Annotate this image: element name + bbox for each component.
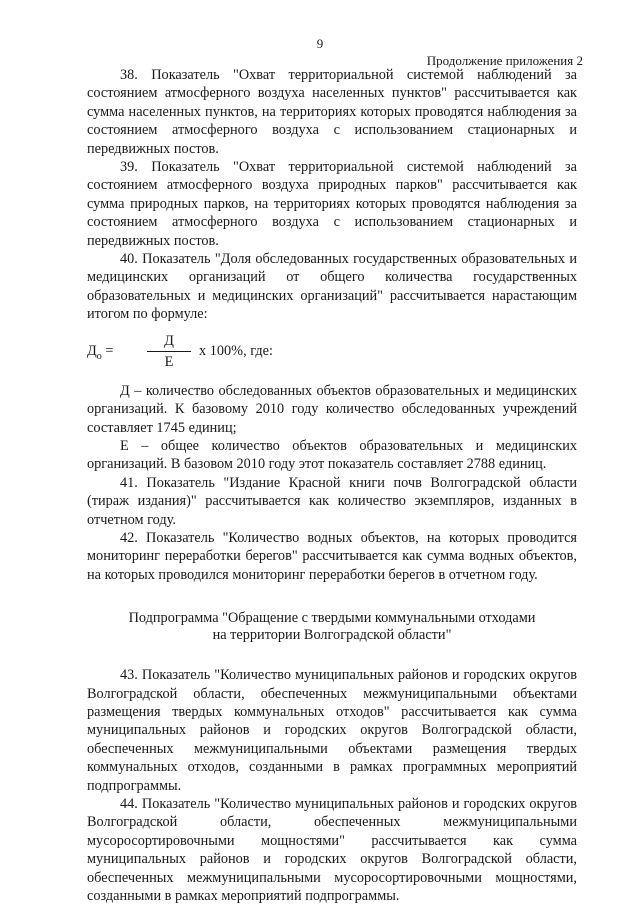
heading-line-1: Подпрограмма "Обращение с твердыми коммунальными отходами bbox=[128, 610, 536, 627]
paragraph-39: 39. Показатель "Охват территориальной системой наблюдений за состоянием атмосферного воздуха природных парков" рассчитывается как сумма природных парков, на территориях которых проводятся наблюдения за состоянием атмосферного воздуха с использованием стационарных и передвижных постов. bbox=[87, 159, 577, 249]
formula-fraction bbox=[147, 332, 191, 372]
paragraph-38: 38. Показатель "Охват территориальной системой наблюдений за состоянием атмосферного воздуха населенных пунктов" рассчитывается как сумма населенных пунктов, на территориях которых проводятся наблюдения за состоянием атмосферного воздуха с использованием стационарных и передвижных постов. bbox=[87, 67, 577, 157]
paragraph-44: 44. Показатель "Количество муниципальных районов и городских округов Волгоградской области, обеспеченных межмуниципальными мусоросортировочными мощностями" рассчитывается как сумма муниципальных районов и городских округов Волгоградской области, обеспеченных межмуниципальными мусоросортировочными мощностями, созданными в рамках мероприятий подпрограммы. bbox=[87, 796, 577, 905]
formula bbox=[87, 332, 577, 372]
page-number: 9 bbox=[316, 36, 324, 51]
body-text bbox=[87, 66, 577, 905]
paragraph-41: 41. Показатель "Издание Красной книги почв Волгоградской области (тираж издания)" рассчитывается как количество экземпляров, изданных в отчетном году. bbox=[87, 474, 577, 528]
definition-e: Е – общее количество объектов образовательных и медицинских организаций. В базовом 2010 году этот показатель составляет 2788 единиц. bbox=[87, 437, 577, 473]
continuation-note: Продолжение приложения 2 bbox=[426, 53, 583, 68]
definition-d: Д – количество обследованных объектов образовательных и медицинских организаций. К базовому 2010 году количество обследованных учреждений составляет 1745 единиц; bbox=[87, 382, 577, 436]
paragraph-43: 43. Показатель "Количество муниципальных районов и городских округов Волгоградской области, обеспеченных межмуниципальными объектами размещения твердых коммунальных отходов" рассчитывается как сумма муниципальных районов и городских округов Волгоградской области, обеспеченных межмуниципальными объектами размещения твердых коммунальных отходов, созданными в рамках программных мероприятий подпрограммы. bbox=[87, 667, 577, 794]
paragraph-42: 42. Показатель "Количество водных объектов, на которых проводится мониторинг переработки берегов" рассчитывается как сумма водных объектов, на которых проводился мониторинг переработки берегов в отчетном году. bbox=[87, 529, 577, 583]
formula-numerator: Д bbox=[147, 332, 191, 352]
formula-denominator: Е bbox=[164, 354, 174, 371]
paragraph-40: 40. Показатель "Доля обследованных государственных образовательных и медицинских организаций от общего количества государственных образовательных и медицинских организаций" рассчитывается нарастающим итогом по формуле: bbox=[87, 251, 577, 323]
formula-rhs: x 100%, где: bbox=[199, 342, 273, 359]
subprogram-heading bbox=[87, 610, 577, 644]
heading-line-2: на территории Волгоградской области" bbox=[212, 627, 452, 644]
formula-lhs: $Д_о$ = bbox=[87, 342, 114, 362]
